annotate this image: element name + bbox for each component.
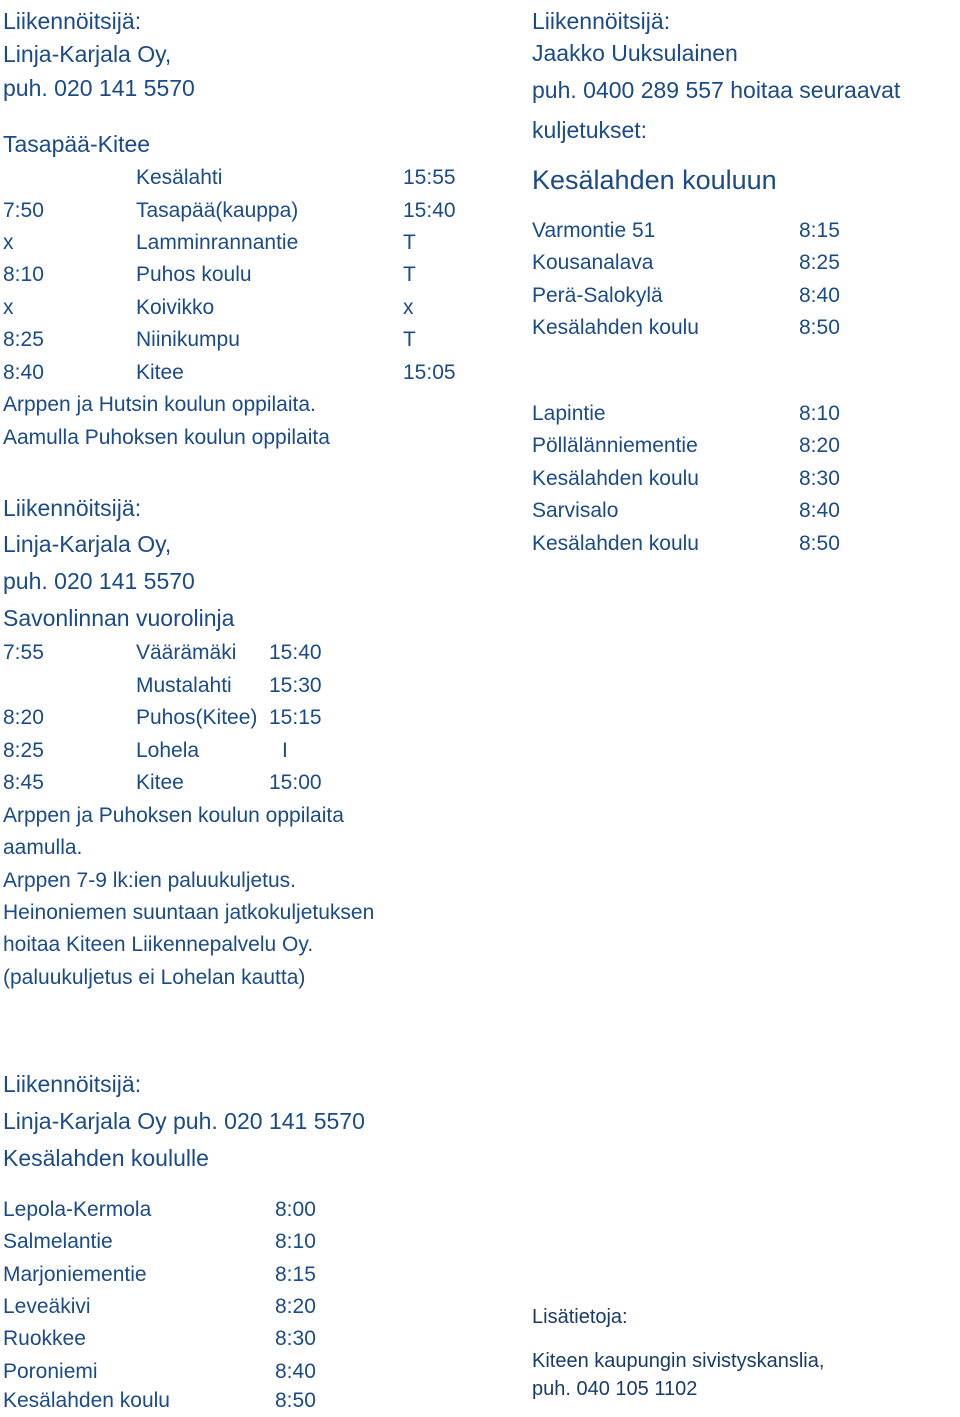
- route-title: Kesälahden kouluun: [532, 165, 777, 195]
- note: hoitaa Kiteen Liikennepalvelu Oy.: [3, 933, 314, 956]
- note: (paluukuljetus ei Lohelan kautta): [3, 966, 306, 989]
- note: aamulla.: [3, 836, 83, 859]
- info-label: Lisätietoja:: [532, 1306, 628, 1328]
- note: Aamulla Puhoksen koulun oppilaita: [3, 426, 330, 449]
- note: Heinoniemen suuntaan jatkokuljetuksen: [3, 901, 375, 924]
- info-phone: puh. 040 105 1102: [532, 1378, 698, 1400]
- operator-phone: puh. 020 141 5570: [3, 568, 195, 594]
- route-title: Kesälahden koululle: [3, 1145, 209, 1171]
- operator-name: Jaakko Uuksulainen: [532, 40, 738, 66]
- operator-phone: puh. 020 141 5570: [3, 75, 195, 101]
- operator-label: Liikennöitsijä:: [3, 495, 142, 521]
- info-line: Kiteen kaupungin sivistyskanslia,: [532, 1350, 825, 1372]
- operator-phone: puh. 0400 289 557 hoitaa seuraavat: [532, 77, 901, 103]
- operator-line: Linja-Karjala Oy puh. 020 141 5570: [3, 1108, 365, 1134]
- operator-label: Liikennöitsijä:: [3, 8, 142, 34]
- operator-label: Liikennöitsijä:: [532, 8, 671, 34]
- route-title: Savonlinnan vuorolinja: [3, 605, 235, 631]
- operator-name: Linja-Karjala Oy,: [3, 531, 172, 557]
- note: Arppen 7-9 lk:ien paluukuljetus.: [3, 869, 297, 892]
- operator-phone: kuljetukset:: [532, 117, 648, 143]
- operator-name: Linja-Karjala Oy,: [3, 41, 172, 67]
- route-title: Tasapää-Kitee: [3, 131, 151, 157]
- operator-label: Liikennöitsijä:: [3, 1071, 142, 1097]
- note: Arppen ja Puhoksen koulun oppilaita: [3, 804, 344, 827]
- note: Arppen ja Hutsin koulun oppilaita.: [3, 393, 316, 416]
